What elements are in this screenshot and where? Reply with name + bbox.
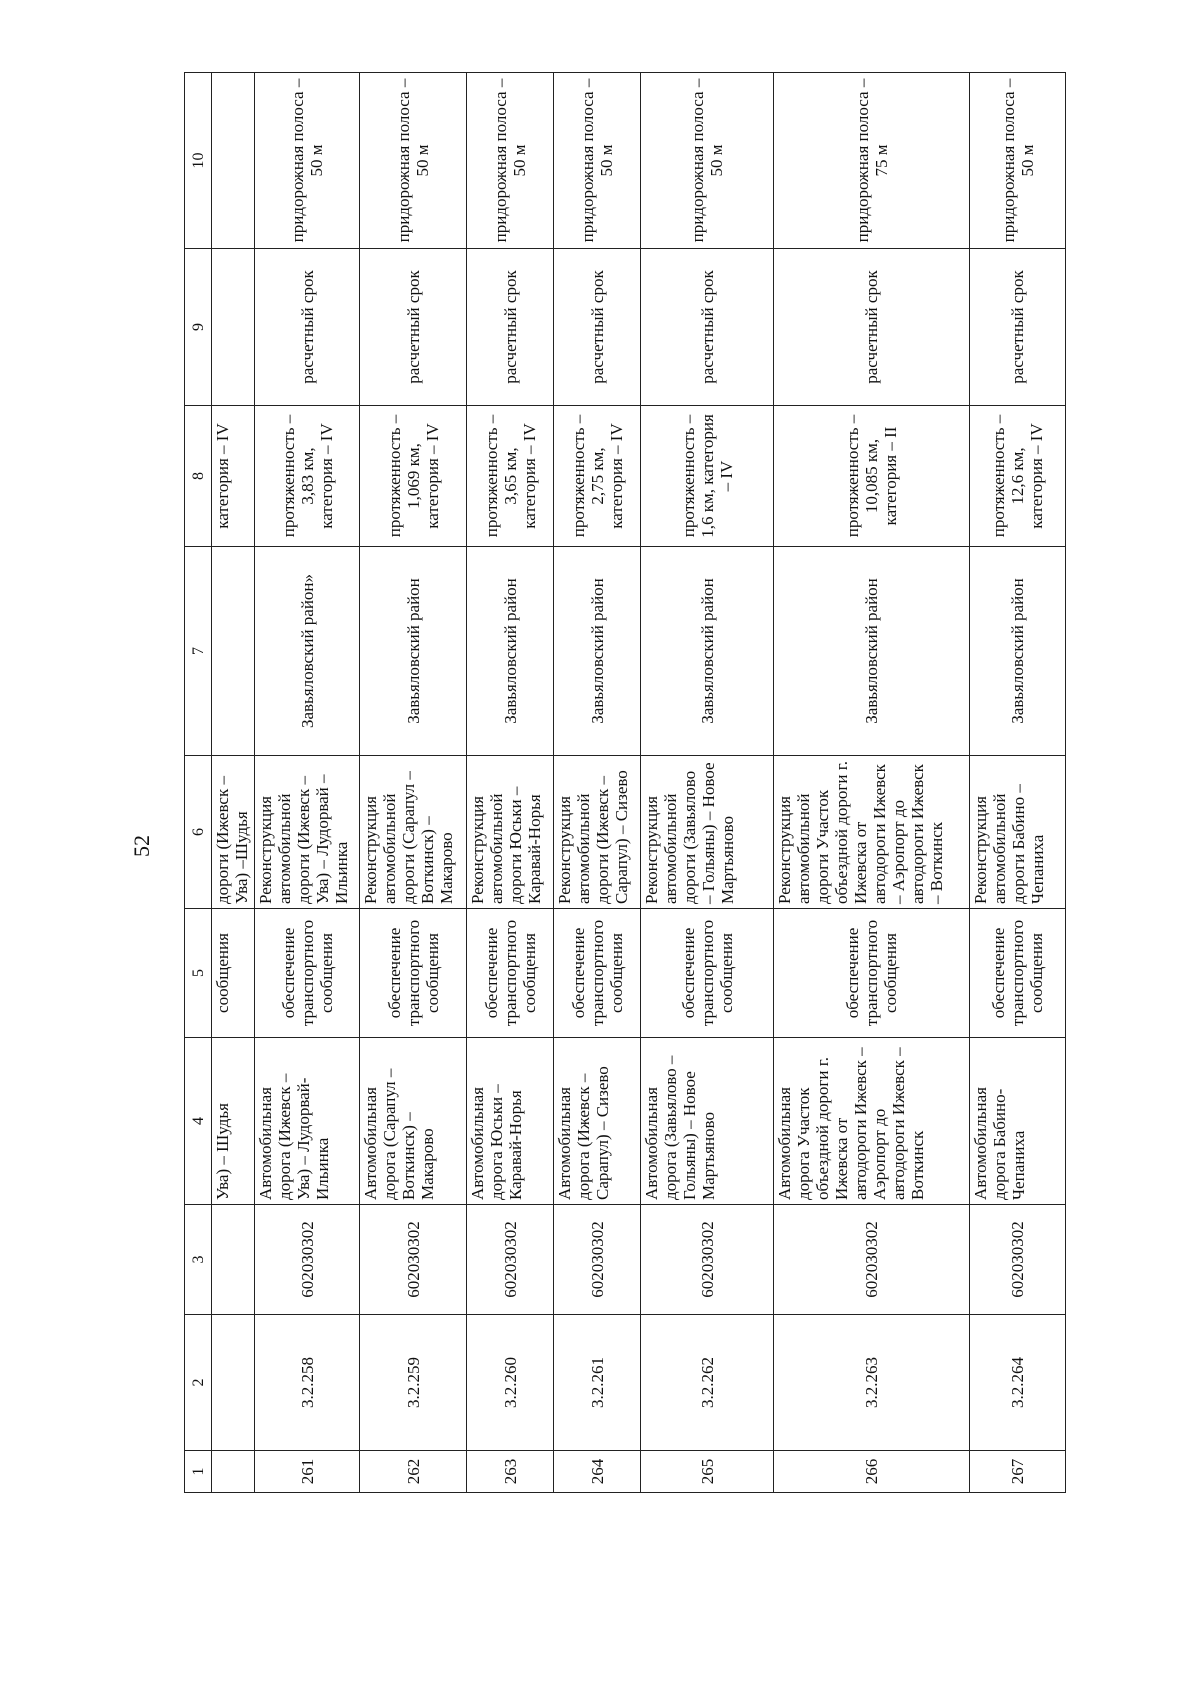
row-work: Реконструкция автомобильной дороги (Завьялово – Гольяны) – Новое Мартьяново [641,756,774,909]
row-term: расчетный срок [554,249,641,406]
row-number: 263 [467,1451,554,1493]
row-purpose: обеспечение транспортного сообщения [554,909,641,1038]
row-number: 266 [774,1451,970,1493]
row-location: Завьяловский район» [255,547,360,756]
row-zone: придорожная полоса – 50 м [970,73,1066,249]
col-header-7: 7 [185,547,212,756]
row-name: Автомобильная дорога Участок объездной дороги г. Ижевска от автодороги Ижевск – Аэропорт до автодороги Ижевск – Воткинск [774,1038,970,1205]
row-zone: придорожная полоса – 50 м [554,73,641,249]
continuation-row [212,73,255,1493]
objects-table [184,72,1066,1493]
row-location: Завьяловский район [970,547,1066,756]
row-kod: 602030302 [774,1205,970,1315]
row-location: Завьяловский район [360,547,467,756]
col-header-1: 1 [185,1451,212,1493]
row-term: расчетный срок [255,249,360,406]
row-code: 3.2.263 [774,1315,970,1451]
col-header-2: 2 [185,1315,212,1451]
table-row [467,73,554,1493]
row-chars: протяженность – 1,6 км, категория – IV [641,406,774,547]
row-chars: протяженность – 2,75 км, категория – IV [554,406,641,547]
row-term: расчетный срок [970,249,1066,406]
row-code: 3.2.264 [970,1315,1066,1451]
cont-cell-8: категория – IV [212,406,255,547]
cont-cell-5: сообщения [212,909,255,1038]
col-header-6: 6 [185,756,212,909]
row-zone: придорожная полоса – 50 м [467,73,554,249]
row-name: Автомобильная дорога (Ижевск – Ува) – Лудорвай-Ильинка [255,1038,360,1205]
row-chars: протяженность – 1,069 км, категория – IV [360,406,467,547]
cont-cell-9 [212,249,255,406]
row-term: расчетный срок [360,249,467,406]
cont-cell-10 [212,73,255,249]
row-code: 3.2.259 [360,1315,467,1451]
row-kod: 602030302 [467,1205,554,1315]
row-number: 267 [970,1451,1066,1493]
col-header-5: 5 [185,909,212,1038]
row-name: Автомобильная дорога Юськи – Каравай-Норья [467,1038,554,1205]
row-zone: придорожная полоса – 75 м [774,73,970,249]
col-header-9: 9 [185,249,212,406]
row-work: Реконструкция автомобильной дороги (Ижевск – Сарапул) – Сизево [554,756,641,909]
cont-cell-4: Ува) – Шудья [212,1038,255,1205]
row-chars: протяженность – 3,65 км, категория – IV [467,406,554,547]
table-rotated-container [184,73,1200,1493]
row-zone: придорожная полоса – 50 м [360,73,467,249]
row-code: 3.2.258 [255,1315,360,1451]
row-location: Завьяловский район [554,547,641,756]
row-chars: протяженность – 3,83 км, категория – IV [255,406,360,547]
row-purpose: обеспечение транспортного сообщения [360,909,467,1038]
table-row [554,73,641,1493]
col-header-4: 4 [185,1038,212,1205]
row-kod: 602030302 [641,1205,774,1315]
row-work: Реконструкция автомобильной дороги (Ижевск – Ува) – Лудорвай – Ильинка [255,756,360,909]
row-name: Автомобильная дорога (Ижевск – Сарапул) – Сизево [554,1038,641,1205]
row-number: 262 [360,1451,467,1493]
row-zone: придорожная полоса – 50 м [641,73,774,249]
cont-cell-1 [212,1451,255,1493]
row-work: Реконструкция автомобильной дороги Юськи – Каравай-Норья [467,756,554,909]
cont-cell-2 [212,1315,255,1451]
table-row [641,73,774,1493]
row-term: расчетный срок [774,249,970,406]
table-row [774,73,970,1493]
col-header-8: 8 [185,406,212,547]
row-work: Реконструкция автомобильной дороги Участок объездной дороги г. Ижевска от автодороги Ижевск – Аэропорт до автодороги Ижевск – Воткинск [774,756,970,909]
row-number: 261 [255,1451,360,1493]
row-purpose: обеспечение транспортного сообщения [467,909,554,1038]
row-kod: 602030302 [970,1205,1066,1315]
table-row [360,73,467,1493]
row-code: 3.2.261 [554,1315,641,1451]
row-work: Реконструкция автомобильной дороги Бабино – Чепаниха [970,756,1066,909]
col-header-10: 10 [185,73,212,249]
row-kod: 602030302 [255,1205,360,1315]
cont-cell-3 [212,1205,255,1315]
row-chars: протяженность – 10,085 км, категория – II [774,406,970,547]
row-kod: 602030302 [554,1205,641,1315]
row-name: Автомобильная дорога Бабино-Чепаниха [970,1038,1066,1205]
cont-cell-6: дороги (Ижевск – Ува) –Шудья [212,756,255,909]
row-purpose: обеспечение транспортного сообщения [970,909,1066,1038]
page-number: 52 [129,835,154,857]
cont-cell-7 [212,547,255,756]
row-work: Реконструкция автомобильной дороги (Сарапул – Воткинск) – Макарово [360,756,467,909]
row-zone: придорожная полоса – 50 м [255,73,360,249]
row-purpose: обеспечение транспортного сообщения [255,909,360,1038]
column-number-row [185,73,212,1493]
row-number: 264 [554,1451,641,1493]
table-frame [184,73,1200,1493]
row-code: 3.2.262 [641,1315,774,1451]
row-chars: протяженность – 12,6 км, категория – IV [970,406,1066,547]
row-name: Автомобильная дорога (Завьялово – Гольяны) – Новое Мартьяново [641,1038,774,1205]
row-kod: 602030302 [360,1205,467,1315]
row-location: Завьяловский район [774,547,970,756]
table-row [970,73,1066,1493]
row-location: Завьяловский район [467,547,554,756]
row-location: Завьяловский район [641,547,774,756]
table-row [255,73,360,1493]
row-purpose: обеспечение транспортного сообщения [774,909,970,1038]
row-name: Автомобильная дорога (Сарапул – Воткинск) – Макарово [360,1038,467,1205]
row-number: 265 [641,1451,774,1493]
row-purpose: обеспечение транспортного сообщения [641,909,774,1038]
col-header-3: 3 [185,1205,212,1315]
row-term: расчетный срок [641,249,774,406]
row-code: 3.2.260 [467,1315,554,1451]
row-term: расчетный срок [467,249,554,406]
